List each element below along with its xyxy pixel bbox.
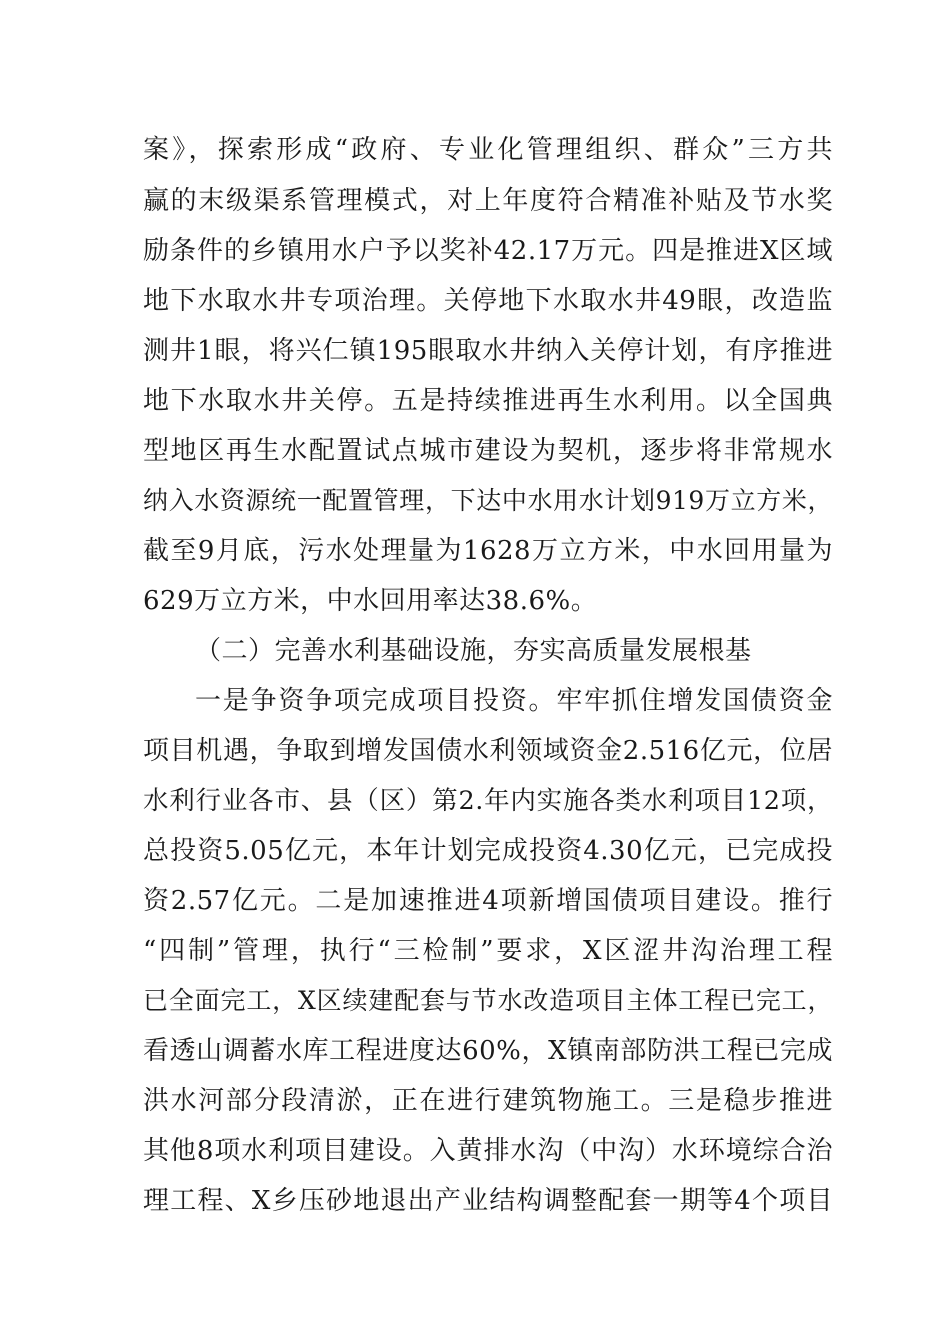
section-heading: （二）完善水利基础设施，夯实高质量发展根基	[195, 636, 752, 666]
paragraph-line-first: 一是争资争项完成项目投资。牢牢抓住增发国债资金	[195, 686, 833, 716]
paragraph-line: 测井1眼，将兴仁镇195眼取水井纳入关停计划，有序推进	[143, 336, 833, 366]
paragraph-line: 洪水河部分段清淤，正在进行建筑物施工。三是稳步推进	[143, 1086, 833, 1116]
paragraph-line: 型地区再生水配置试点城市建设为契机，逐步将非常规水	[143, 436, 833, 466]
paragraph-line: 地下水取水井关停。五是持续推进再生水利用。以全国典	[143, 386, 833, 416]
paragraph-line: 总投资5.05亿元，本年计划完成投资4.30亿元，已完成投	[143, 836, 833, 866]
paragraph-line: 已全面完工，X区续建配套与节水改造项目主体工程已完工，	[143, 986, 833, 1015]
paragraph-line: 理工程、X乡压砂地退出产业结构调整配套一期等4个项目	[143, 1186, 833, 1216]
paragraph-line: 资2.57亿元。二是加速推进4项新增国债项目建设。推行	[143, 886, 833, 916]
paragraph-line: 截至9月底，污水处理量为1628万立方米，中水回用量为	[143, 536, 833, 566]
paragraph-line: 水利行业各市、县（区）第2.年内实施各类水利项目12项，	[143, 786, 833, 816]
paragraph-line-last: 629万立方米，中水回用率达38.6%。	[143, 586, 598, 616]
paragraph-line: 项目机遇，争取到增发国债水利领域资金2.516亿元，位居	[143, 736, 833, 766]
paragraph-line: 地下水取水井专项治理。关停地下水取水井49眼，改造监	[143, 286, 833, 316]
paragraph-line: 案》，探索形成“政府、专业化管理组织、群众”三方共	[143, 135, 833, 165]
paragraph-line: 赢的末级渠系管理模式，对上年度符合精准补贴及节水奖	[143, 186, 833, 216]
paragraph-line: 看透山调蓄水库工程进度达60%，X镇南部防洪工程已完成	[143, 1036, 833, 1066]
paragraph-line: “四制”管理，执行“三检制”要求，X区涩井沟治理工程	[143, 936, 833, 966]
paragraph-line: 励条件的乡镇用水户予以奖补42.17万元。四是推进X区域	[143, 236, 833, 266]
paragraph-line: 其他8项水利项目建设。入黄排水沟（中沟）水环境综合治	[143, 1136, 833, 1166]
paragraph-line: 纳入水资源统一配置管理，下达中水用水计划919万立方米，	[143, 486, 833, 515]
